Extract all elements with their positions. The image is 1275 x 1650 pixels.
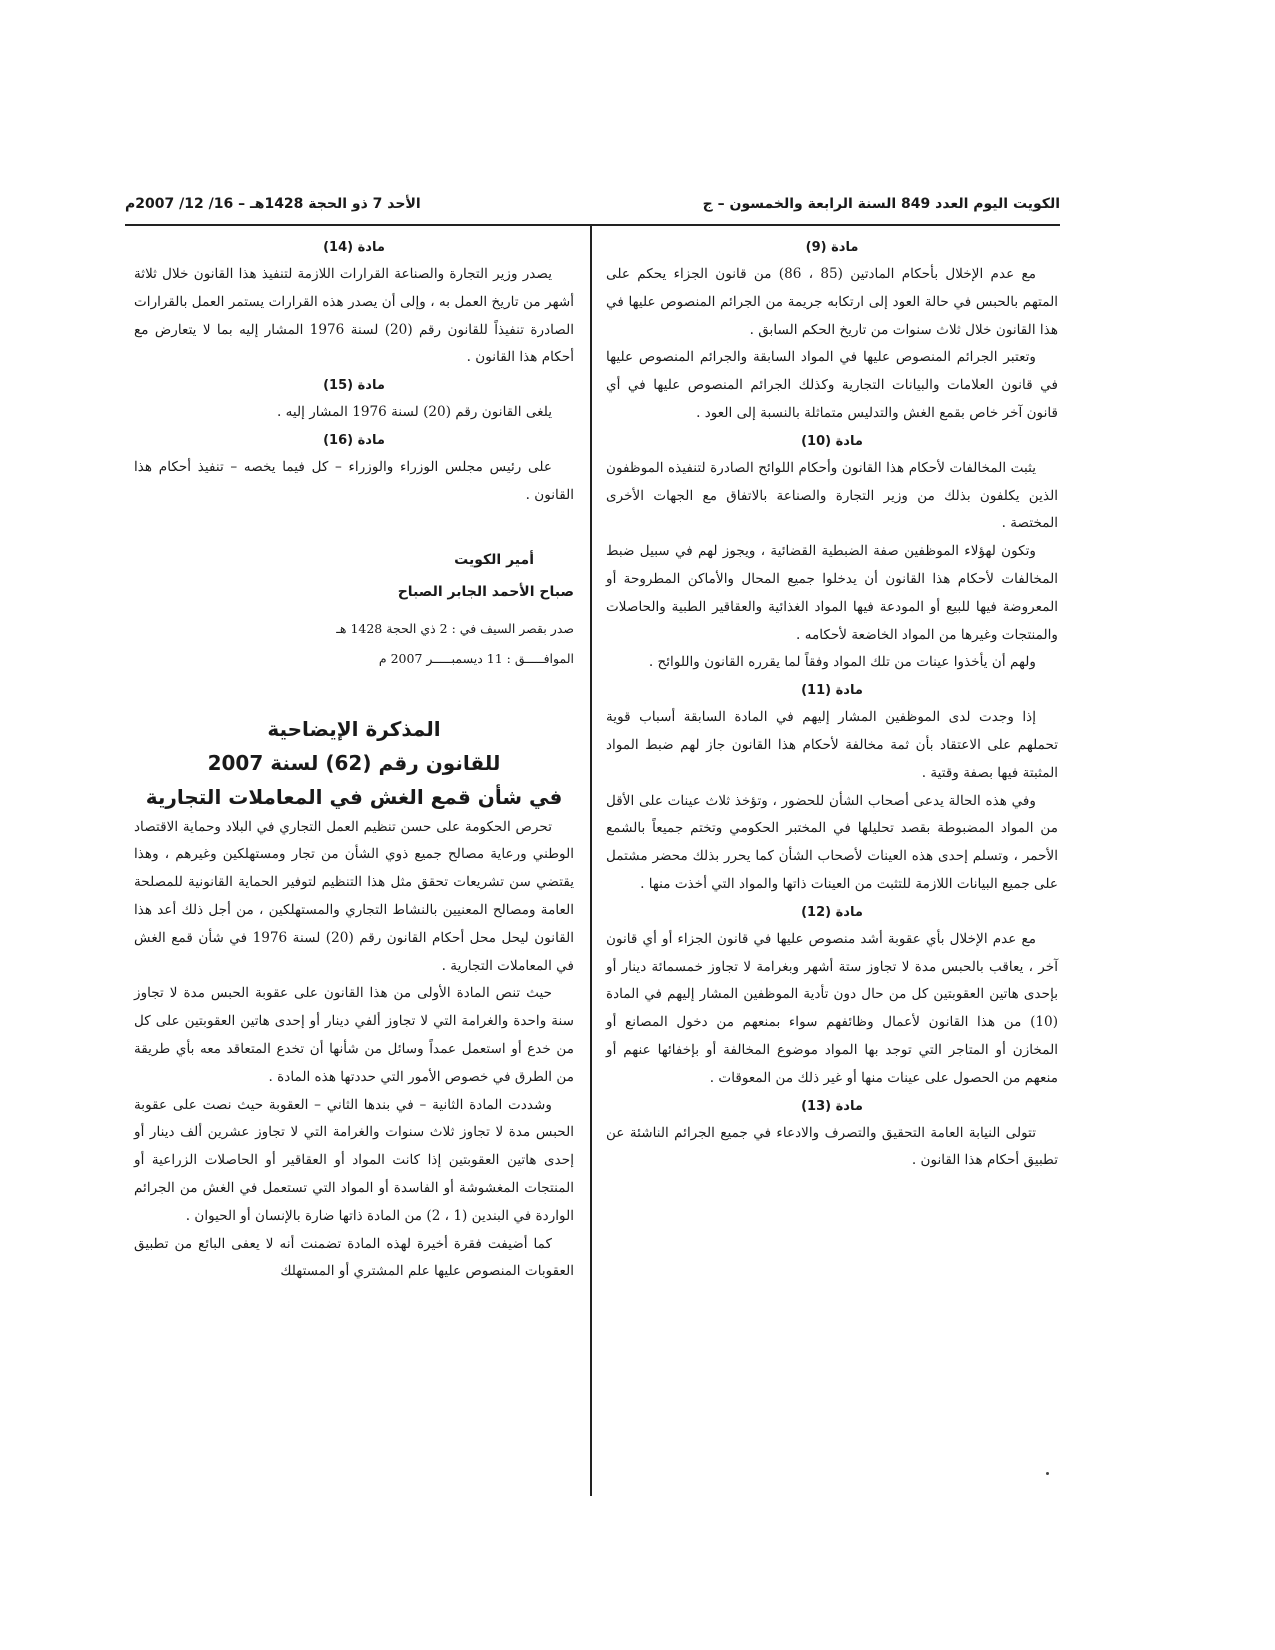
paragraph: وفي هذه الحالة يدعى أصحاب الشأن للحضور ، وتؤخذ ثلاث عينات على الأقل من المواد المضبوطة بقصد تحليلها في المختبر الحكومي وتختم جميعاً بالشمع الأحمر ، وتسلم إحدى هذه العينات لأصحاب الشأن كما يحرر بذلك محضر مشتمل على جميع البيانات اللازمة للتثبت من العينات ذاتها والمواد التي أخذت منها .	[606, 792, 1058, 892]
paragraph: مع عدم الإخلال بأحكام المادتين (85 ، 86) من قانون الجزاء يحكم على المتهم بالحبس في حالة العود إلى ارتكابه جريمة من الجرائم المنصوص عليها في هذا القانون خلال ثلاث سنوات من تاريخ الحكم السابق .	[606, 266, 1058, 338]
article-heading: مادة (11)	[801, 683, 863, 699]
article-heading: مادة (9)	[805, 240, 859, 255]
paragraph: تتولى النيابة العامة التحقيق والتصرف والادعاء في جميع الجرائم الناشئة عن تطبيق أحكام هذا القانون .	[606, 1124, 1058, 1169]
left-column	[134, 234, 574, 1286]
left-articles	[134, 234, 574, 510]
paragraph: تحرص الحكومة على حسن تنظيم العمل التجاري في البلاد وحماية الاقتصاد الوطني ورعاية مصالح جميع ذوي الشأن من تجار ومستهلكين وغيرهم ، وهذا يقتضي سن تشريعات تحقق مثل هذا التنظيم لتوفير الحماية القانونية للمصلحة العامة ومصالح المعنيين بالنشاط التجاري والمستهلكين ، من أجل ذلك أعد هذا القانون ليحل محل أحكام القانون رقم (20) لسنة 1976 في شأن قمع الغش في المعاملات التجارية .	[134, 818, 575, 974]
right-column	[606, 234, 1058, 1175]
paragraph: وشددت المادة الثانية – في بندها الثاني – العقوبة حيث نصت على عقوبة الحبس مدة لا تجاوز ثلاث سنوات والغرامة التي لا تجاوز عشرين ألف دينار أو إحدى هاتين العقوبتين إذا كانت المواد أو العقاقير أو الحاصلات الزراعية أو المنتجات المغشوشة أو الفاسدة أو المواد التي تستعمل في الغش من الجرائم الواردة في البندين (1 ، 2) من المادة ذاتها ضارة بالإنسان أو الحيوان .	[134, 1096, 574, 1224]
memo-body	[134, 814, 574, 1287]
paragraph: كما أضيفت فقرة أخيرة لهذه المادة تضمنت أنه لا يعفى البائع من تطبيق العقوبات المنصوص عليها علم المشتري أو المستهلك	[134, 1235, 574, 1280]
header-date: الأحد 7 ذو الحجة 1428هـ – 16/ 12/ 2007م	[125, 196, 421, 212]
article-heading: مادة (13)	[801, 1098, 863, 1114]
header-publication: الكويت اليوم العدد 849 السنة الرابعة والخمسون – ج	[702, 196, 1060, 212]
memo-law-number: للقانون رقم (62) لسنة 2007	[207, 750, 501, 775]
paragraph: وتكون لهؤلاء الموظفين صفة الضبطية القضائية ، ويجوز لهم في سبيل ضبط المخالفات لأحكام هذا القانون أن يدخلوا جميع المحال والأماكن المطروحة أو المعروضة فيها للبيع أو المودعة فيها المواد الغذائية والعقاقير الطبية والحاصلات والمنتجات وغيرها من المواد الخاضعة لأحكامه .	[606, 543, 1058, 643]
header-rule	[125, 224, 1060, 226]
article-heading: مادة (16)	[323, 432, 385, 448]
paragraph: يلغى القانون رقم (20) لسنة 1976 المشار إليه .	[276, 404, 552, 421]
paragraph: على رئيس مجلس الوزراء والوزراء – كل فيما يخصه – تنفيذ أحكام هذا القانون .	[134, 458, 574, 503]
paragraph: مع عدم الإخلال بأي عقوبة أشد منصوص عليها في قانون الجزاء أو أي قانون آخر ، يعاقب بالحبس مدة لا تجاوز ستة أشهر وبغرامة لا تجاوز خمسمائة دينار أو بإحدى هاتين العقوبتين كل من حال دون تأدية الموظفين المشار إليهم في المادة (10) من هذا القانون لأعمال وظائفهم سواء بمنعهم من دخول المصانع أو المخازن أو المتاجر التي توجد بها المواد موضوع المخالفة أو بإخفائها عنهم أو منعهم من الحصول على عينات منها أو غير ذلك من المعوقات .	[606, 930, 1058, 1086]
issued-place-date: صدر بقصر السيف في : 2 ذي الحجة 1428 هـ	[336, 620, 574, 636]
memo-title: المذكرة الإيضاحية	[267, 716, 441, 741]
paragraph: يثبت المخالفات لأحكام هذا القانون وأحكام اللوائح الصادرة لتنفيذه الموظفون الذين يكلفون بذلك من وزير التجارة والصناعة بالاتفاق مع الجهات الأخرى المختصة .	[606, 459, 1058, 532]
paragraph: وتعتبر الجرائم المنصوص عليها في المواد السابقة والجرائم المنصوص عليها في قانون العلامات والبيانات التجارية وكذلك الجرائم المنصوص عليها في أي قانون آخر خاص بقمع الغش والتدليس متماثلة بالنسبة إلى العود .	[606, 349, 1058, 421]
article-heading: مادة (14)	[323, 240, 385, 255]
article-heading: مادة (12)	[801, 904, 863, 920]
scan-speck	[1046, 1472, 1049, 1475]
signature-name: صباح الأحمد الجابر الصباح	[397, 583, 574, 600]
paragraph: ولهم أن يأخذوا عينات من تلك المواد وفقاً لما يقرره القانون واللوائح .	[648, 654, 1036, 671]
paragraph: حيث تنص المادة الأولى من هذا القانون على عقوبة الحبس مدة لا تجاوز سنة واحدة والغرامة التي لا تجاوز ألفي دينار أو إحدى هاتين العقوبتين على كل من خدع أو استعمل عمداً وسائل من شأنها أن تخدع المتعاقد معه بأي طريقة من الطرق في خصوص الأمور التي حددتها هذه المادة .	[134, 985, 574, 1085]
signature-title: أمير الكويت	[454, 551, 534, 568]
memo-subject: في شأن قمع الغش في المعاملات التجارية	[145, 784, 563, 809]
corresponding-date: الموافـــــق : 11 ديسمبـــــر 2007 م	[378, 650, 574, 666]
memo-heading	[134, 712, 574, 814]
column-divider	[590, 226, 592, 1496]
page-header	[125, 192, 1060, 222]
article-heading: مادة (10)	[801, 433, 863, 449]
paragraph: إذا وجدت لدى الموظفين المشار إليهم في المادة السابقة أسباب قوية تحملهم على الاعتقاد بأن ثمة مخالفة لأحكام هذا القانون جاز لهم ضبط المواد المثبتة فيها بصفة وقتية .	[606, 709, 1058, 781]
signature-block	[134, 544, 574, 674]
paragraph: يصدر وزير التجارة والصناعة القرارات اللازمة لتنفيذ هذا القانون خلال ثلاثة أشهر من تاريخ العمل به ، وإلى أن يصدر هذه القرارات يستمر العمل بالقرارات الصادرة تنفيذاً للقانون رقم (20) لسنة 1976 المشار إليه بما لا يتعارض مع أحكام هذا القانون .	[134, 266, 574, 366]
article-heading: مادة (15)	[323, 378, 385, 394]
